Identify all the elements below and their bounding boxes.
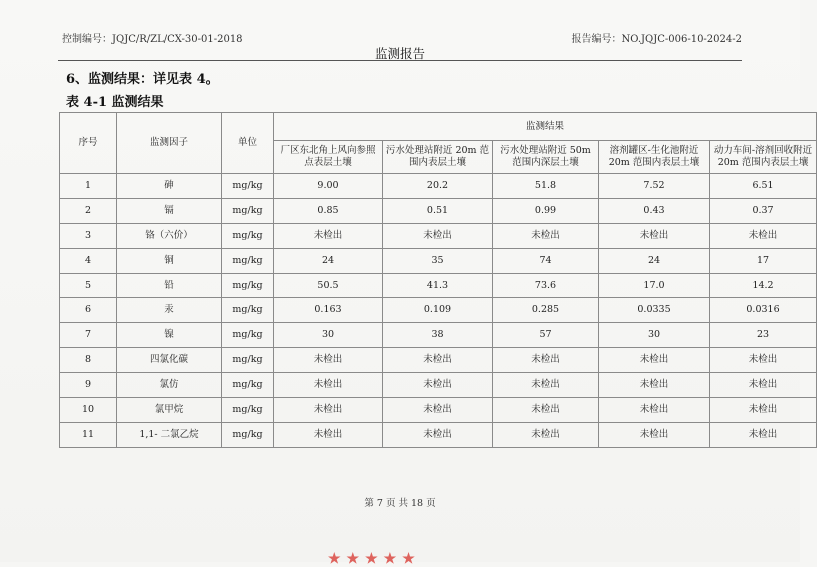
cell-value-site-5: 17 [710, 248, 817, 273]
header-site-2: 污水处理站附近 20m 范围内表层土壤 [383, 141, 493, 174]
cell-value-site-3: 未检出 [493, 223, 599, 248]
cell-value-site-3: 51.8 [493, 174, 599, 199]
header-site-1: 厂区东北角上风向参照点表层土壤 [274, 141, 383, 174]
cell-factor: 铅 [117, 273, 222, 298]
cell-factor: 氯仿 [117, 373, 222, 398]
section-title: 6、监测结果：详见表 4。 [66, 72, 219, 87]
table-row [60, 348, 817, 373]
header-site-3: 污水处理站附近 50m 范围内深层土壤 [493, 141, 599, 174]
cell-seq: 9 [60, 373, 117, 398]
cell-value-site-1: 未检出 [274, 422, 383, 447]
table-row [60, 248, 817, 273]
cell-value-site-2: 0.51 [383, 198, 493, 223]
results-body [60, 174, 817, 448]
cell-value-site-3: 未检出 [493, 422, 599, 447]
cell-factor: 氯甲烷 [117, 398, 222, 423]
table-row [60, 298, 817, 323]
table-title: 表 4-1 监测结果 [66, 95, 164, 110]
cell-value-site-5: 0.0316 [710, 298, 817, 323]
cell-value-site-1: 0.163 [274, 298, 383, 323]
cell-unit: mg/kg [222, 248, 274, 273]
cell-value-site-2: 41.3 [383, 273, 493, 298]
cell-value-site-1: 未检出 [274, 398, 383, 423]
document-title: 监测报告 [374, 46, 425, 61]
cell-value-site-3: 未检出 [493, 398, 599, 423]
cell-value-site-2: 未检出 [383, 422, 493, 447]
cell-value-site-5: 14.2 [710, 273, 817, 298]
cell-value-site-5: 6.51 [710, 174, 817, 199]
table-row [60, 422, 817, 447]
cell-value-site-2: 未检出 [383, 398, 493, 423]
control-number: 控制编号：JQJC/R/ZL/CX-30-01-2018 [62, 34, 243, 45]
cell-value-site-1: 24 [274, 248, 383, 273]
cell-factor: 1,1- 二氯乙烷 [117, 422, 222, 447]
cell-seq: 2 [60, 198, 117, 223]
table-row [60, 273, 817, 298]
page-footer: 第 7 页 共 18 页 [364, 498, 436, 509]
cell-value-site-3: 0.285 [493, 298, 599, 323]
header-factor: 监测因子 [117, 113, 222, 174]
cell-unit: mg/kg [222, 198, 274, 223]
cell-value-site-3: 未检出 [493, 348, 599, 373]
cell-factor: 镉 [117, 198, 222, 223]
cell-value-site-2: 未检出 [383, 348, 493, 373]
cell-value-site-2: 0.109 [383, 298, 493, 323]
cell-value-site-5: 未检出 [710, 348, 817, 373]
cell-value-site-4: 0.0335 [599, 298, 710, 323]
cell-factor: 镍 [117, 323, 222, 348]
cell-unit: mg/kg [222, 398, 274, 423]
header-unit: 单位 [222, 113, 274, 174]
cell-unit: mg/kg [222, 323, 274, 348]
cell-value-site-5: 0.37 [710, 198, 817, 223]
cell-value-site-4: 0.43 [599, 198, 710, 223]
cell-value-site-4: 17.0 [599, 273, 710, 298]
cell-value-site-3: 未检出 [493, 373, 599, 398]
cell-seq: 4 [60, 248, 117, 273]
cell-value-site-1: 9.00 [274, 174, 383, 199]
cell-factor: 铬（六价） [117, 223, 222, 248]
cell-value-site-5: 未检出 [710, 422, 817, 447]
report-number: 报告编号：NO.JQJC-006-10-2024-2 [571, 34, 742, 45]
cell-value-site-3: 0.99 [493, 198, 599, 223]
cell-unit: mg/kg [222, 174, 274, 199]
results-table [59, 112, 817, 448]
header-divider [58, 60, 742, 61]
cell-value-site-4: 未检出 [599, 422, 710, 447]
cell-unit: mg/kg [222, 298, 274, 323]
cell-value-site-4: 未检出 [599, 398, 710, 423]
cell-value-site-1: 未检出 [274, 223, 383, 248]
cell-seq: 8 [60, 348, 117, 373]
red-seal-stamp: ★★★★★ [328, 551, 421, 567]
cell-value-site-3: 74 [493, 248, 599, 273]
table-row [60, 198, 817, 223]
cell-value-site-1: 0.85 [274, 198, 383, 223]
cell-value-site-3: 57 [493, 323, 599, 348]
cell-unit: mg/kg [222, 348, 274, 373]
cell-value-site-5: 未检出 [710, 223, 817, 248]
table-row [60, 323, 817, 348]
table-row [60, 373, 817, 398]
cell-value-site-4: 7.52 [599, 174, 710, 199]
cell-unit: mg/kg [222, 373, 274, 398]
cell-seq: 11 [60, 422, 117, 447]
cell-value-site-2: 未检出 [383, 373, 493, 398]
cell-factor: 汞 [117, 298, 222, 323]
cell-value-site-4: 30 [599, 323, 710, 348]
cell-value-site-1: 30 [274, 323, 383, 348]
cell-value-site-5: 未检出 [710, 373, 817, 398]
cell-value-site-1: 未检出 [274, 373, 383, 398]
cell-seq: 3 [60, 223, 117, 248]
cell-unit: mg/kg [222, 223, 274, 248]
cell-value-site-2: 35 [383, 248, 493, 273]
table-row [60, 398, 817, 423]
cell-value-site-4: 未检出 [599, 223, 710, 248]
cell-value-site-2: 未检出 [383, 223, 493, 248]
cell-value-site-5: 未检出 [710, 398, 817, 423]
cell-factor: 铜 [117, 248, 222, 273]
cell-seq: 5 [60, 273, 117, 298]
cell-value-site-4: 未检出 [599, 348, 710, 373]
cell-unit: mg/kg [222, 422, 274, 447]
cell-seq: 10 [60, 398, 117, 423]
cell-unit: mg/kg [222, 273, 274, 298]
cell-value-site-1: 50.5 [274, 273, 383, 298]
cell-value-site-3: 73.6 [493, 273, 599, 298]
header-results-group: 监测结果 [274, 113, 817, 141]
table-row [60, 174, 817, 199]
cell-seq: 1 [60, 174, 117, 199]
header-site-5: 动力车间-溶剂回收附近 20m 范围内表层土壤 [710, 141, 817, 174]
cell-value-site-4: 24 [599, 248, 710, 273]
cell-value-site-2: 38 [383, 323, 493, 348]
cell-factor: 砷 [117, 174, 222, 199]
cell-seq: 6 [60, 298, 117, 323]
cell-factor: 四氯化碳 [117, 348, 222, 373]
cell-value-site-4: 未检出 [599, 373, 710, 398]
header-site-4: 溶剂罐区-生化池附近 20m 范围内表层土壤 [599, 141, 710, 174]
cell-value-site-1: 未检出 [274, 348, 383, 373]
cell-value-site-2: 20.2 [383, 174, 493, 199]
cell-value-site-5: 23 [710, 323, 817, 348]
cell-seq: 7 [60, 323, 117, 348]
table-row [60, 223, 817, 248]
header-seq: 序号 [60, 113, 117, 174]
